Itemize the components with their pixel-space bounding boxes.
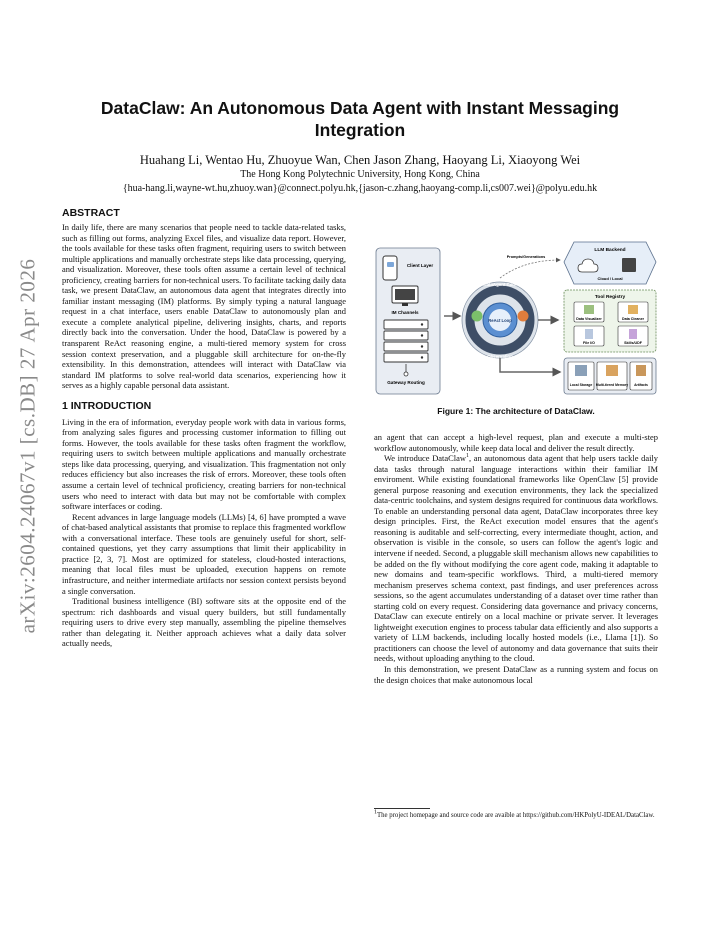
im-channels-label: IM Channels xyxy=(391,310,419,315)
chip-icon xyxy=(622,258,636,272)
abstract-text: In daily life, there are many scenarios that people need to tackle data-related tasks, such as filling out forms, analyzing Excel files, and visualize data report. However, the tools available for these tasks often fragment, requiring users to switch between multiple applications and manually orchestrate steps like data processing, querying, and visualization. Moreover, these tools often assume a certain level of technical proficiency, creating barriers for non-technical users. To facilitate tacking daily data task, we present DataClaw, an autonomous data agent that integrates directly into familiar instant messaging (IM) platforms. By simply typing a natural language request in a chat interface, users enable DataClaw to autonomously plan and execute a complete analytical pipeline, delivering insights, charts, and reports directly back into the conversation. Under the hood, DataClaw is powered by a transparent ReAct reasoning engine, a multi-tiered memory system for cross session context preservation, and a pluggable skill architecture for on-the-fly extensibility. In this demonstration, attendees will interact with DataClaw via standard IM platforms to solve real-world data scenarios, experiencing how it serves as a highly capable personal data assistant. xyxy=(62,222,346,391)
intro-paragraph-5: In this demonstration, we present DataClaw as a running system and focus on the design choices that make autonomous local xyxy=(374,664,658,685)
storage-icon xyxy=(575,365,587,376)
core-label: DataAgent Core xyxy=(483,282,517,287)
client-layer-label: Client Layer xyxy=(406,263,434,268)
intro-paragraph-3: Traditional business intelligence (BI) software sits at the opposite end of the spectrum: rich dashboards and visual query builders, but still fundamentally requiring users to drive every step manually, assembling the pipeline themselves rather than delegating it. Neither approach achieves what a daily data solver actually needs, xyxy=(62,596,346,649)
abstract-heading: ABSTRACT xyxy=(62,207,120,219)
arxiv-stamp: arXiv:2604.24067v1 [cs.DB] 27 Apr 2026 xyxy=(15,258,40,634)
observation-label: Observation xyxy=(487,354,513,359)
memory-label: Multi-tiered Memory xyxy=(595,383,629,387)
prompts-label: Prompts/Generations xyxy=(506,255,546,259)
cloud-local-label: Cloud / Local xyxy=(597,276,623,281)
thought-node xyxy=(472,311,483,322)
phone-icon xyxy=(383,256,397,280)
architecture-figure xyxy=(374,234,660,400)
memory-icon xyxy=(606,365,618,376)
right-column xyxy=(374,432,658,685)
tool-registry-label: Tool Registry xyxy=(594,295,626,300)
artifacts-label: Artifacts xyxy=(634,383,648,387)
left-column xyxy=(62,207,346,649)
author-list: Huahang Li, Wentao Hu, Zhuoyue Wan, Chen Jason Zhang, Haoyang Li, Xiaoyong Wei xyxy=(139,153,581,167)
action-node xyxy=(518,311,529,322)
skills-icon xyxy=(629,329,637,339)
skills-label: Skills/UDF xyxy=(624,341,642,345)
paper-title: DataClaw: An Autonomous Data Agent with Instant Messaging Integration xyxy=(100,98,620,140)
intro-paragraph-4: We introduce DataClaw$^1$, an autonomous data agent that help users tackle daily data tasks through natural language interactions within their familiar IM enviroment. While existing foundational frameworks like OpenClaw [5] provide general purpose reasoning and execution environments, they lack the specialized data-centric toolchains, and system designs required for continuous data workflows. To enable an understanding personal data agent, DataClaw incorporates three key design principles. First, the ReAct execution model ensures that the agent's reasoning is auditable and self-correcting, every intermediate thought, action, and observation is visible in the console, so users can follow the agent's logic and intervene if needed. Second, a pluggable skill mechanism allows new capabilities to be added on the fly without modifying the core agent code, making it adaptable to new domains and team-specific workflows. Third, a multi-tiered memory mechanism preserves schema context, past findings, and user preferences across sessions, so the agent accumulates understanding of a dataset over time rather than starting cold on every request. Considering data governance and privacy concerns, DataClaw can execute entirely on a local machine or private server. It leverages lightweight execution engines to process tabular data efficiently and also supports a variety of LLM backends, including locally hosted models (i.e., Llama [1]). So practitioners can choose the level of autonomy and data governance that suits their needs, without uploading anything to the cloud. xyxy=(374,453,658,664)
intro-paragraph-3-cont: an agent that can accept a high-level request, plan and execute a multi-step workflow autonomously, while keep data local and deliver the result directly. xyxy=(374,432,658,453)
artifacts-icon xyxy=(636,365,646,376)
figure-caption: Figure 1: The architecture of DataClaw. xyxy=(437,406,595,416)
footnote: $^1$The project homepage and source code are avaible at https://github.com/HKPolyU-IDEAL/DataClaw. xyxy=(374,809,655,819)
chart-icon xyxy=(584,305,594,314)
react-loop-label: ReAct Loop xyxy=(488,318,512,323)
cleaner-icon xyxy=(628,305,638,314)
intro-heading: 1 INTRODUCTION xyxy=(62,399,152,412)
data-visualizer-label: Data Visualizer xyxy=(576,317,602,321)
intro-paragraph-1: Living in the era of information, everyday people work with data in various forms, from analyzing sales figures and processing customer information to filling out forms. However, the tools available for these tasks often fragment the workflow, requiring users to switch between multiple applications and manually orchestrate steps like data processing, querying, and visualization. This fragmentation not only reduces efficiency but also increases the risk of errors. Moreover, these tools often assume a certain level of technical proficiency, creating barriers for non-technical users who need to interact with data but may not be comfortable with complex software interfaces or coding. xyxy=(62,416,346,512)
data-cleaner-label: Data Cleaner xyxy=(622,317,644,321)
footnote-rule xyxy=(374,808,430,809)
intro-paragraph-2: Recent advances in large language models (LLMs) [4, 6] have prompted a wave of chat-based analytical assistants that promise to replace this fragmented workflow with a conversational interface. These tools are genuinely useful for short, self-contained questions, yet they carry assumptions that limit their applicability in practice [2, 3, 7]. Most are optimized for stateless, cloud-hosted interactions, meaning that local files must be uploaded, execution happens on remote infrastructure, and neither intermediate artifacts nor session context persists beyond a single conversation. xyxy=(62,511,346,596)
author-emails: {hua-hang.li,wayne-wt.hu,zhuoy.wan}@connect.polyu.hk,{jason-c.zhang,haoyang-comp.li,cs007.wei}@polyu.edu.hk xyxy=(122,183,598,194)
gateway-routing-label: Gateway Routing xyxy=(387,380,425,385)
local-storage-label: Local Storage xyxy=(569,383,593,387)
file-icon xyxy=(585,329,593,339)
affiliation: The Hong Kong Polytechnic University, Hong Kong, China xyxy=(240,169,480,180)
file-io-label: File I/O xyxy=(583,341,595,345)
footnote-ref[interactable]: 1 xyxy=(465,453,469,460)
llm-backend-label: LLM Backend xyxy=(594,248,626,253)
